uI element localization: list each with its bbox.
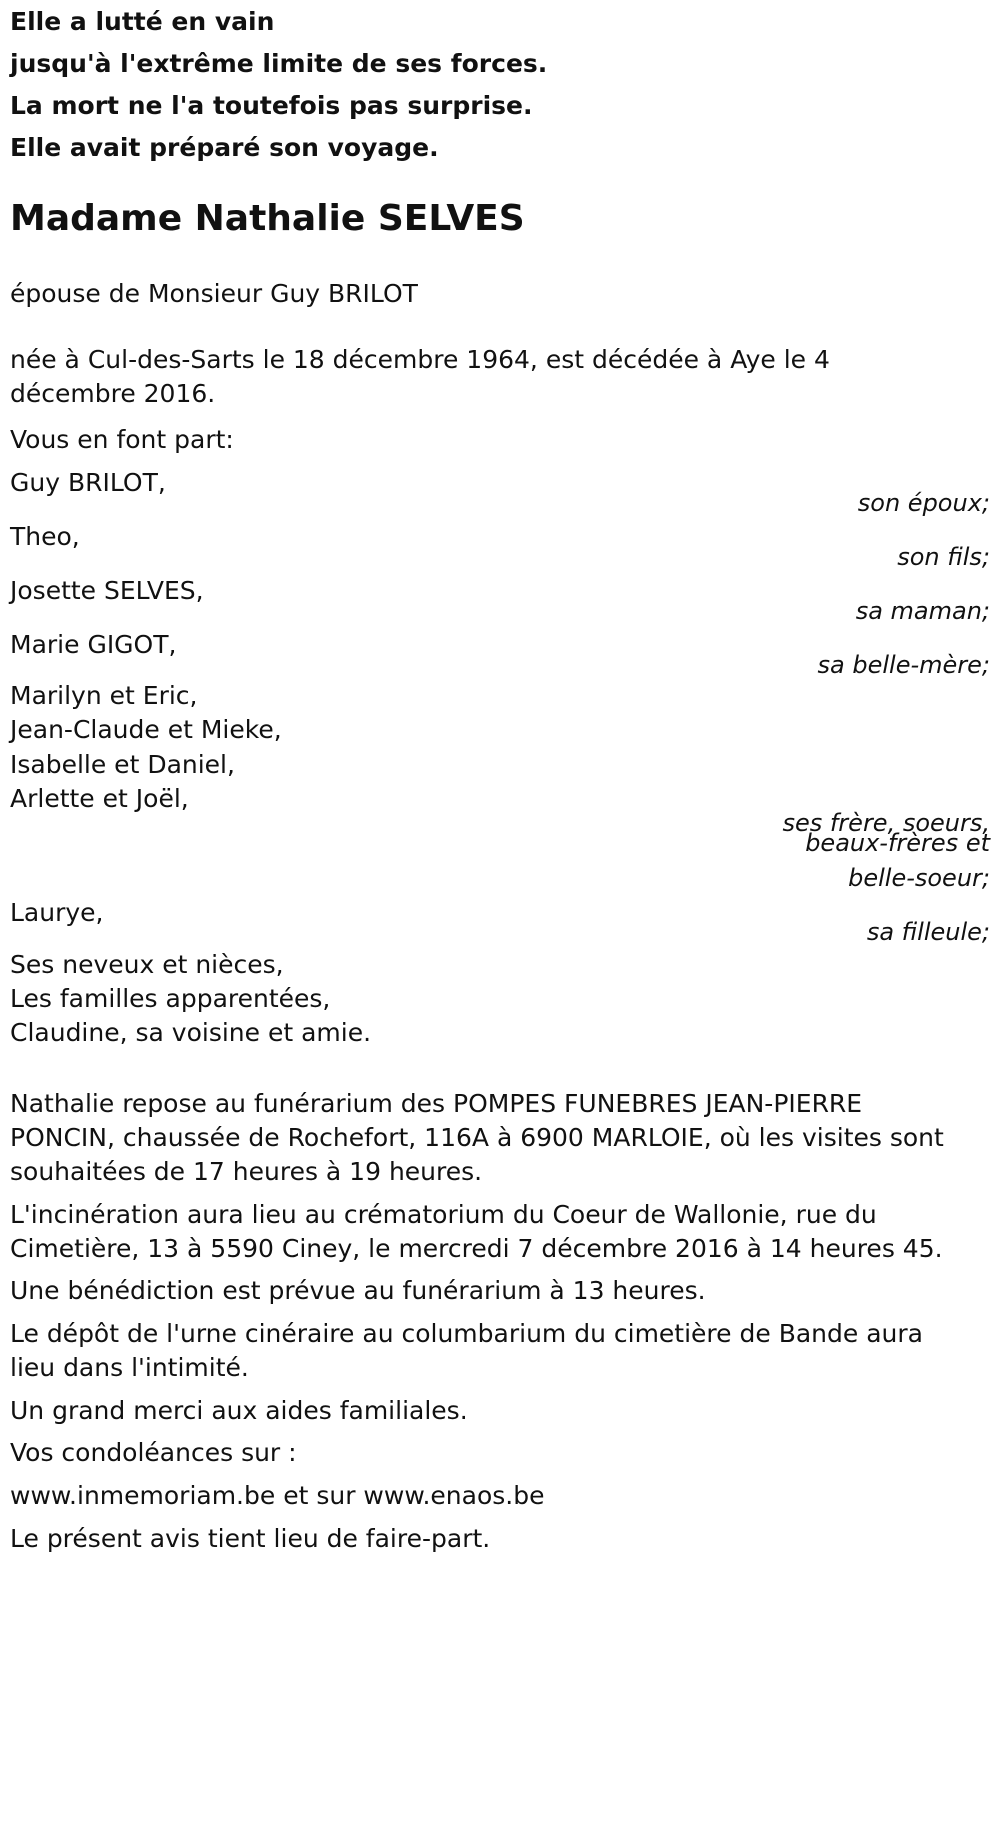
urn-text: Le dépôt de l'urne cinéraire au columbarium du cimetière de Bande aura bbox=[10, 1319, 923, 1348]
family-role: son fils; bbox=[897, 543, 990, 571]
other-relatives-line: Les familles apparentées, bbox=[10, 984, 331, 1013]
sibling-name: Jean-Claude et Mieke, bbox=[10, 715, 282, 744]
deceased-name: Madame Nathalie SELVES bbox=[10, 198, 525, 239]
other-relatives-line: Ses neveux et nièces, bbox=[10, 950, 284, 979]
sibling-name: Isabelle et Daniel, bbox=[10, 750, 235, 779]
godchild-name: Laurye, bbox=[10, 898, 104, 927]
family-name: Marie GIGOT, bbox=[10, 630, 177, 659]
poem-line-3: La mort ne l'a toutefois pas surprise. bbox=[10, 91, 533, 120]
cremation-text: Cimetière, 13 à 5590 Ciney, le mercredi 7 décembre 2016 à 14 heures 45. bbox=[10, 1234, 943, 1263]
funerarium-text: PONCIN, chaussée de Rochefort, 116A à 6900 MARLOIE, où les visites sont bbox=[10, 1123, 944, 1152]
family-role: son époux; bbox=[857, 489, 990, 517]
poem-line-2: jusqu'à l'extrême limite de ses forces. bbox=[10, 49, 548, 78]
birth-death-text: née à Cul-des-Sarts le 18 décembre 1964, est décédée à Aye le 4 décembre 2016. bbox=[10, 345, 830, 408]
godchild-role: sa filleule; bbox=[866, 918, 990, 946]
family-name: Theo, bbox=[10, 522, 80, 551]
other-relatives-line: Claudine, sa voisine et amie. bbox=[10, 1018, 372, 1047]
sibling-name: Marilyn et Eric, bbox=[10, 681, 198, 710]
siblings-role-line: belle-soeur; bbox=[848, 864, 990, 892]
sibling-name: Arlette et Joël, bbox=[10, 784, 189, 813]
blessing-text: Une bénédiction est prévue au funérarium à 13 heures. bbox=[10, 1276, 706, 1305]
urn-text: lieu dans l'intimité. bbox=[10, 1353, 249, 1382]
cremation-text: L'incinération aura lieu au crématorium du Coeur de Wallonie, rue du bbox=[10, 1200, 877, 1229]
siblings-role-line: beaux-frères et bbox=[805, 829, 990, 857]
poem-line-1: Elle a lutté en vain bbox=[10, 7, 275, 36]
family-name: Josette SELVES, bbox=[10, 576, 204, 605]
condolence-websites: www.inmemoriam.be et sur www.enaos.be bbox=[10, 1481, 545, 1510]
siblings-role-line: ses frère, soeurs, bbox=[782, 809, 990, 837]
spouse-line: épouse de Monsieur Guy BRILOT bbox=[10, 279, 418, 308]
notice-text: Le présent avis tient lieu de faire-part. bbox=[10, 1524, 491, 1553]
funerarium-text: Nathalie repose au funérarium des POMPES FUNEBRES JEAN-PIERRE bbox=[10, 1089, 863, 1118]
family-role: sa belle-mère; bbox=[817, 651, 990, 679]
announce-text: Vous en font part: bbox=[10, 425, 234, 454]
condolences-label: Vos condoléances sur : bbox=[10, 1438, 297, 1467]
funerarium-text: souhaitées de 17 heures à 19 heures. bbox=[10, 1157, 483, 1186]
family-name: Guy BRILOT, bbox=[10, 468, 166, 497]
family-role: sa maman; bbox=[855, 597, 990, 625]
poem-line-4: Elle avait préparé son voyage. bbox=[10, 133, 439, 162]
thanks-text: Un grand merci aux aides familiales. bbox=[10, 1396, 468, 1425]
